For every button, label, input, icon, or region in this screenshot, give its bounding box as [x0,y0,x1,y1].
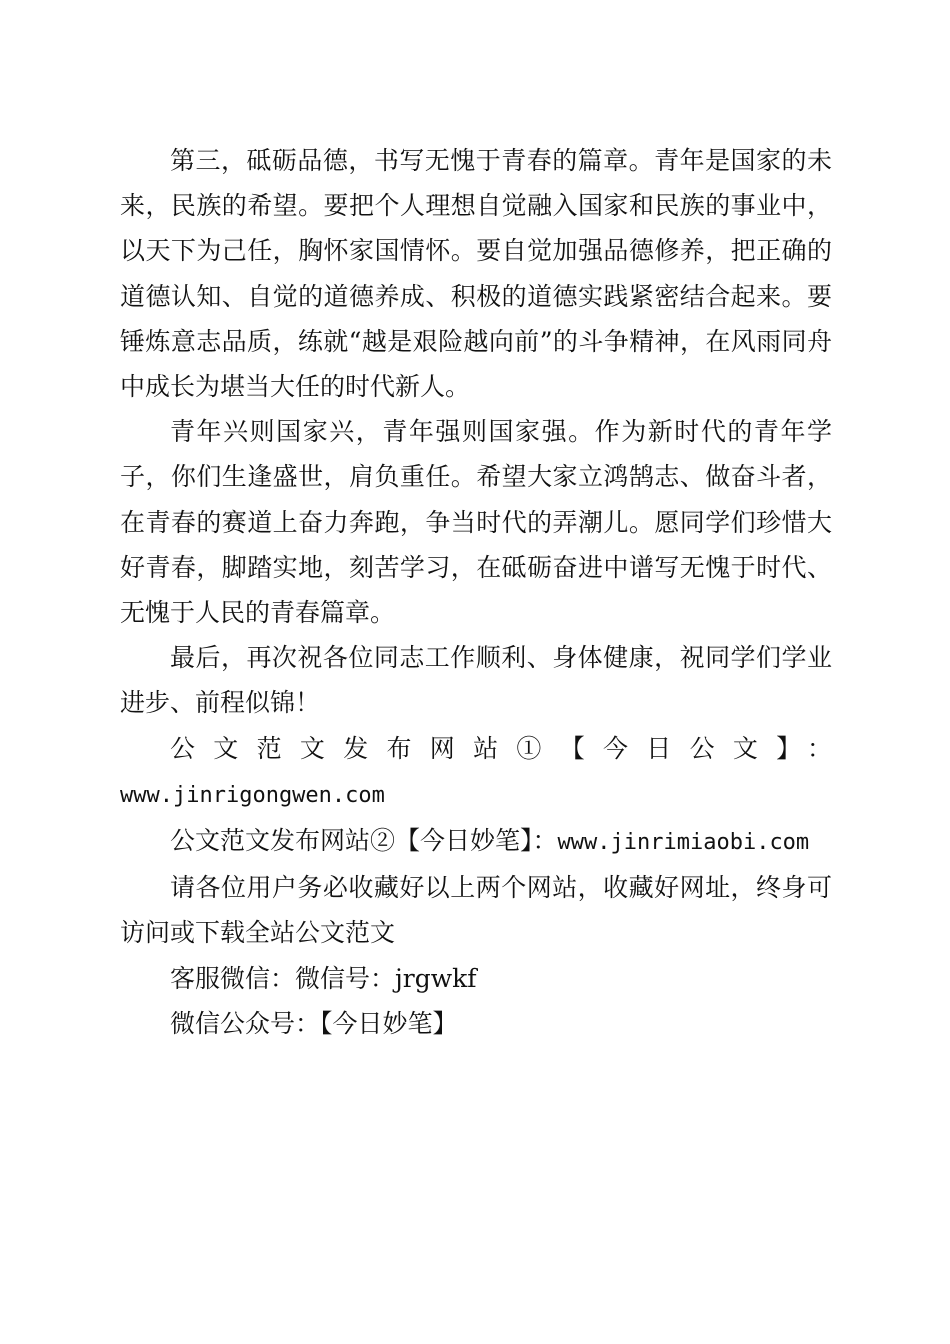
site2-url-link[interactable]: www.jinrimiaobi.com [557,830,810,856]
site2-line [120,818,832,865]
paragraph-youth-nation: 青年兴则国家兴，青年强则国家强。作为新时代的青年学子，你们生逢盛世，肩负重任。希望大家立鸿鹄志、做奋斗者，在青春的赛道上奋力奔跑，争当时代的弄潮儿。愿同学们珍惜大好青春，脚踏实地，刻苦学习，在砥砺奋进中谱写无愧于时代、无愧于人民的青春篇章。 [120,417,832,628]
wechat-official-account: 微信公众号：【今日妙笔】 [170,1008,458,1038]
wechat-service: 客服微信：微信号：jrgwkf [170,963,477,993]
site1-label: 公文范文发布网站①【今日公文】： [170,733,832,763]
site1-url-line [120,771,832,818]
paragraph-closing-wishes: 最后，再次祝各位同志工作顺利、身体健康，祝同学们学业进步、前程似锦！ [120,643,832,718]
document-page [120,138,832,1046]
paragraph-moral-character: 第三，砥砺品德，书写无愧于青春的篇章。青年是国家的未来，民族的希望。要把个人理想自觉融入国家和民族的事业中，以天下为己任，胸怀家国情怀。要自觉加强品德修养，把正确的道德认知、自觉的道德养成、积极的道德实践紧密结合起来。要锤炼意志品质，练就“越是艰险越向前”的斗争精神，在风雨同舟中成长为堪当大任的时代新人。 [120,146,832,402]
site1-url-link[interactable]: www.jinrigongwen.com [120,782,385,808]
site2-label: 公文范文发布网站②【今日妙笔】： [170,826,558,856]
bookmark-notice: 请各位用户务必收藏好以上两个网站，收藏好网址，终身可访问或下载全站公文范文 [120,873,832,948]
